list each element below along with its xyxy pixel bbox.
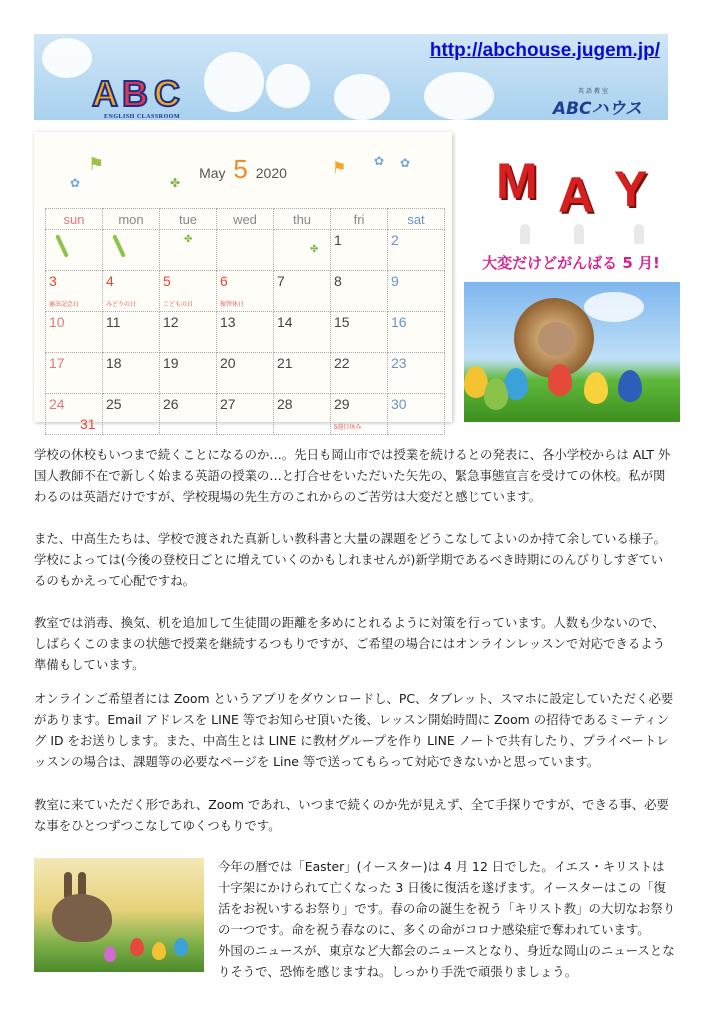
bunny-meadow-photo: [34, 858, 204, 972]
calendar-day-holiday: [46, 271, 103, 312]
cloud-decoration: [334, 74, 390, 120]
calendar-day: 2: [388, 230, 445, 271]
easter-egg-icon: [174, 938, 188, 956]
weekday-fri: fri: [331, 209, 388, 230]
calendar-day: 23: [388, 353, 445, 394]
calendar-year: 2020: [255, 165, 287, 181]
calendar-day: 28: [274, 394, 331, 435]
calendar-day: 20: [217, 353, 274, 394]
may-caption: 大変だけどがんばる 5 月!: [482, 254, 660, 272]
calendar-grid: [45, 208, 445, 435]
calendar-day: 22: [331, 353, 388, 394]
calendar-day-empty: [160, 230, 217, 271]
flower-icon: ✿: [400, 156, 411, 170]
calendar-day: 16: [388, 312, 445, 353]
clover-icon: ✤: [170, 176, 181, 190]
holiday-label: 振替休日: [220, 302, 245, 308]
may-letters-image: [466, 142, 676, 246]
calendar-day: 12: [160, 312, 217, 353]
calendar-day-holiday: [103, 271, 160, 312]
weekday-sat: sat: [388, 209, 445, 230]
calendar-day-empty: [217, 230, 274, 271]
carp-streamer-icon: ⚑: [88, 154, 105, 175]
bunny-icon: [538, 322, 574, 356]
header-banner: [34, 34, 668, 120]
holiday-label: 憲法記念日: [49, 302, 80, 308]
calendar-day: 9: [388, 271, 445, 312]
clover-icon: ✤: [310, 244, 319, 255]
calendar-day-holiday: [160, 271, 217, 312]
calendar-day-holiday: [331, 394, 388, 435]
easter-paragraph: 今年の暦では「Easter」(イースター)は 4 月 12 日でした。イエス・キリストは十字架にかけられて亡くなった 3 日後に復活を遂げます。イースターはこの「復活をお祝いするお祭り」です。春の命の誕生を祝う「キリスト教」の大切なお祭りの一つです。命を祝う春なのに、多くの命がコロナ感染症で奪われています。: [218, 859, 676, 937]
person-figure: [634, 224, 644, 244]
easter-bunny-photo: [464, 282, 680, 422]
cloud-decoration: [204, 52, 264, 112]
calendar-day-31: 31: [80, 416, 96, 432]
body-paragraph-1: 学校の休校もいつまで続くことになるのか…。先日も岡山市では授業を続けるとの発表に、各小学校からは ALT 外国人教師不在で新しく始まる英語の授業の…と打合せをいただいた矢先の、緊急事態宣言を受けての休校。私が関わるのは英語だけですが、学校現場の先生方のこれからのご苦労は大変だと感じています。: [34, 447, 671, 504]
calendar-day-number: 3: [49, 273, 57, 289]
brand-subtitle: 英語教室: [577, 88, 610, 95]
calendar-day-empty: [103, 230, 160, 271]
weekday-tue: tue: [160, 209, 217, 230]
calendar-week-row: [46, 312, 445, 353]
logo-letter-c: C: [154, 73, 180, 114]
calendar-day-number: 5: [163, 273, 171, 289]
easter-egg-icon: [584, 372, 608, 404]
body-paragraph-2: また、中高生たちは、学校で渡された真新しい教科書と大量の課題をどうこなしてよいのか持て余している様子。学校によっては(今後の登校日ごとに増えていくのかもしれませんが)新学期であるべき時期にのんびりしすぎているのもかえって心配ですね。: [34, 531, 666, 588]
cloud-decoration: [266, 64, 310, 108]
easter-egg-icon: [130, 938, 144, 956]
logo-letter-a: A: [92, 73, 118, 114]
calendar-day: 26: [160, 394, 217, 435]
flower-icon: ✿: [374, 154, 385, 168]
person-figure: [574, 224, 584, 244]
brand-name: ABCハウス: [552, 99, 642, 119]
calendar-title: [34, 154, 452, 185]
holiday-label: みどりの日: [106, 302, 137, 308]
abc-logo: [92, 74, 196, 116]
weekday-wed: wed: [217, 209, 274, 230]
calendar-month-word: May: [199, 165, 226, 181]
calendar-day-number: 29: [334, 396, 350, 412]
may-calendar: [34, 132, 452, 432]
calendar-day: 27: [217, 394, 274, 435]
may-letter-m: M: [496, 153, 538, 209]
logo-letter-b: B: [122, 73, 148, 114]
calendar-day: 17: [46, 353, 103, 394]
flower-icon: ✿: [70, 176, 81, 190]
calendar-day-number: 4: [106, 273, 114, 289]
body-paragraph-5: 教室に来ていただく形であれ、Zoom であれ、いつまで続くのか先が見えず、全て手探りですが、できる事、必要な事をひとつずつこなしてゆくつもりです。: [34, 797, 669, 833]
calendar-day: 10: [46, 312, 103, 353]
calendar-day-number: 6: [220, 273, 228, 289]
calendar-day: 11: [103, 312, 160, 353]
calendar-day-empty: [46, 230, 103, 271]
calendar-week-row: [46, 394, 445, 435]
closing-paragraph: 外国のニュースが、東京など大都会のニュースとなり、身近な岡山のニュースとなりそうで、恐怖を感じますね。しっかり手洗で頑張りましょう。: [218, 943, 675, 979]
site-url-link[interactable]: http://abchouse.jugem.jp/: [429, 40, 660, 61]
body-paragraph-4: オンラインご希望者には Zoom というアプリをダウンロードし、PC、タブレット、スマホに設定していただく必要があります。Email アドレスを LINE 等でお知らせ頂いた後、レッスン開始時間に Zoom の招待であるミーティング ID をお送りします。また、中高生とは LINE に教材グループを作り LINE ノートで共有したり、プライベートレッスンの場合は、課題等の必要なページを Line 等で送ってもらって対応できないかと思っています。: [34, 691, 674, 769]
carp-streamer-icon: ⚑: [332, 158, 347, 177]
cloud-decoration: [42, 38, 92, 78]
holiday-label: 5週目休み: [334, 425, 362, 431]
calendar-day: 18: [103, 353, 160, 394]
logo-subtitle: ENGLISH CLASSROOM: [104, 114, 181, 120]
leaf-icon: [112, 234, 126, 257]
calendar-day-number: 24: [49, 396, 65, 412]
calendar-day-empty: [274, 230, 331, 271]
calendar-day: 7: [274, 271, 331, 312]
weekday-thu: thu: [274, 209, 331, 230]
calendar-day: 13: [217, 312, 274, 353]
calendar-week-row: [46, 353, 445, 394]
easter-egg-icon: [152, 942, 166, 960]
leaf-icon: [55, 234, 69, 257]
calendar-month-number: 5: [233, 154, 248, 184]
calendar-day: 25: [103, 394, 160, 435]
easter-egg-icon: [548, 364, 572, 396]
easter-egg-icon: [104, 946, 116, 962]
person-figure: [520, 224, 530, 244]
cloud-decoration: [584, 292, 644, 322]
calendar-day: 15: [331, 312, 388, 353]
cloud-decoration: [424, 72, 494, 120]
calendar-day: 19: [160, 353, 217, 394]
may-letter-y: Y: [614, 161, 648, 217]
easter-egg-icon: [484, 378, 508, 410]
weekday-sun: sun: [46, 209, 103, 230]
calendar-week-row: [46, 271, 445, 312]
clover-icon: ✤: [184, 234, 193, 245]
weekday-header-row: [46, 209, 445, 230]
calendar-day: 8: [331, 271, 388, 312]
bunny-icon: [52, 894, 112, 942]
calendar-day: [46, 394, 103, 435]
easter-egg-icon: [618, 370, 642, 402]
calendar-day-holiday: [217, 271, 274, 312]
calendar-day: 14: [274, 312, 331, 353]
holiday-label: こどもの日: [163, 302, 194, 308]
body-paragraph-3: 教室では消毒、換気、机を追加して生徒間の距離を多めにとれるように対策を行っています。人数も少ないので、しばらくこのままの状態で授業を継続するつもりですが、ご希望の場合にはオンラインレッスンで対応できるよう準備もしています。: [34, 615, 665, 672]
weekday-mon: mon: [103, 209, 160, 230]
calendar-day: 30: [388, 394, 445, 435]
calendar-week-row: [46, 230, 445, 271]
calendar-day: 21: [274, 353, 331, 394]
may-letter-a: A: [558, 167, 595, 223]
calendar-day: 1: [331, 230, 388, 271]
